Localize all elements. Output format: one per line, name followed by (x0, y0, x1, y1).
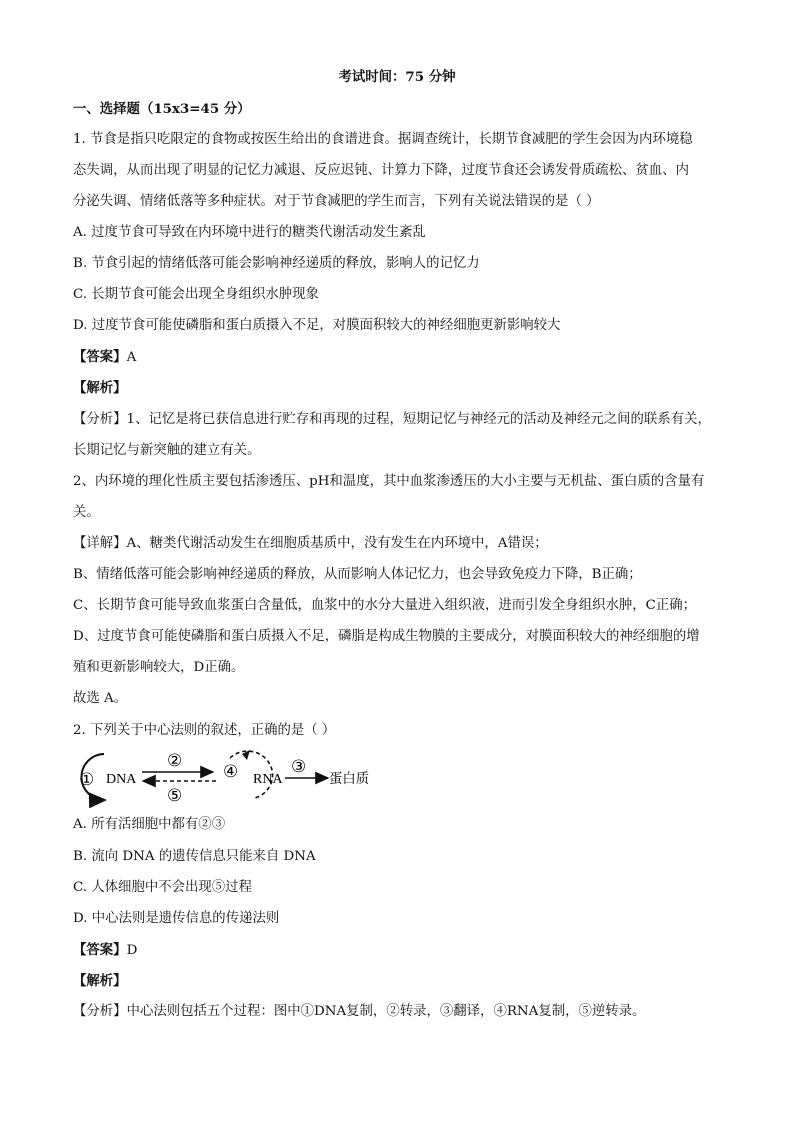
label-5: ⑤ (167, 786, 183, 805)
q1-answer (73, 348, 724, 367)
q1-detail-line: 殖和更新影响较大，D正确。 (73, 660, 245, 675)
label-2: ② (167, 751, 183, 770)
answer-value: D (126, 943, 138, 958)
q2-answer (73, 941, 724, 960)
q2-option-c: C. 人体细胞中不会出现⑤过程 (73, 880, 252, 895)
q1-analysis-line: 长期记忆与新突触的建立有关。 (73, 443, 261, 458)
q1-analysis-line: 关。 (73, 505, 100, 520)
q2-analysis-line: 【分析】中心法则包括五个过程：图中①DNA复制，②转录，③翻译，④RNA复制，⑤逆转录。 (73, 1004, 646, 1019)
q1-option-b: B. 节食引起的情绪低落可能会影响神经递质的释放，影响人的记忆力 (73, 256, 480, 271)
q1-analysis-label: 【解析】 (73, 380, 127, 396)
q1-detail-line: D、过度节食可能使磷脂和蛋白质摄入不足，磷脂是构成生物膜的主要成分，对膜面积较大的神经细胞的增 (73, 629, 700, 644)
q1-analysis-line: 2、内环境的理化性质主要包括渗透压、pH和温度，其中血浆渗透压的大小主要与无机盐、蛋白质的含量有 (73, 474, 705, 489)
q2-option-d: D. 中心法则是遗传信息的传递法则 (73, 911, 280, 926)
exam-time: 考试时间：75 分钟 (338, 69, 456, 85)
q1-analysis-line: 【分析】1、记忆是将已获信息进行贮存和再现的过程，短期记忆与神经元的活动及神经元之间的联系有关， (73, 412, 711, 427)
label-dna: DNA (106, 772, 137, 787)
q2-stem: 2. 下列关于中心法则的叙述，正确的是（ ） (73, 723, 336, 738)
label-4: ④ (223, 762, 239, 781)
label-1: ① (79, 770, 95, 789)
q1-detail-line: B、情绪低落可能会影响神经递质的释放，从而影响人体记忆力，也会导致免疫力下降，B正确； (73, 567, 642, 582)
q2-analysis-label: 【解析】 (73, 973, 127, 989)
q1-detail-line: C、长期节食可能导致血浆蛋白含量低，血浆中的水分大量进入组织液，进而引发全身组织水肿，C正确； (73, 598, 697, 613)
label-protein: 蛋白质 (329, 771, 370, 786)
q1-option-a: A. 过度节食可导致在内环境中进行的糖类代谢活动发生紊乱 (73, 225, 426, 240)
q1-option-d: D. 过度节食可能使磷脂和蛋白质摄入不足，对膜面积较大的神经细胞更新影响较大 (73, 318, 561, 333)
answer-value: A (126, 350, 137, 365)
q1-conclusion: 故选 A。 (73, 691, 128, 706)
section-title: 一、选择题（15x3=45 分） (73, 101, 251, 117)
answer-label: 【答案】 (73, 349, 127, 365)
q1-stem-line: 分泌失调、情绪低落等多种症状。对于节食减肥的学生而言，下列有关说法错误的是（ ） (73, 194, 600, 209)
central-dogma-diagram (70, 748, 400, 808)
q1-option-c: C. 长期节食可能会出现全身组织水肿现象 (73, 287, 319, 302)
answer-label: 【答案】 (73, 942, 127, 958)
q2-option-b: B. 流向 DNA 的遗传信息只能来自 DNA (73, 849, 316, 864)
q2-option-a: A. 所有活细胞中都有②③ (73, 817, 226, 832)
q1-stem-line: 态失调，从而出现了明显的记忆力减退、反应迟钝、计算力下降，过度节食还会诱发骨质疏松、贫血、内 (73, 163, 689, 178)
label-rna: RNA (253, 772, 283, 787)
label-3: ③ (291, 757, 307, 776)
q1-detail-line: 【详解】A、糖类代谢活动发生在细胞质基质中，没有发生在内环境中，A错误； (73, 536, 548, 551)
q1-stem-line: 1. 节食是指只吃限定的食物或按医生给出的食谱进食。据调查统计，长期节食减肥的学生会因为内环境稳 (73, 132, 693, 147)
